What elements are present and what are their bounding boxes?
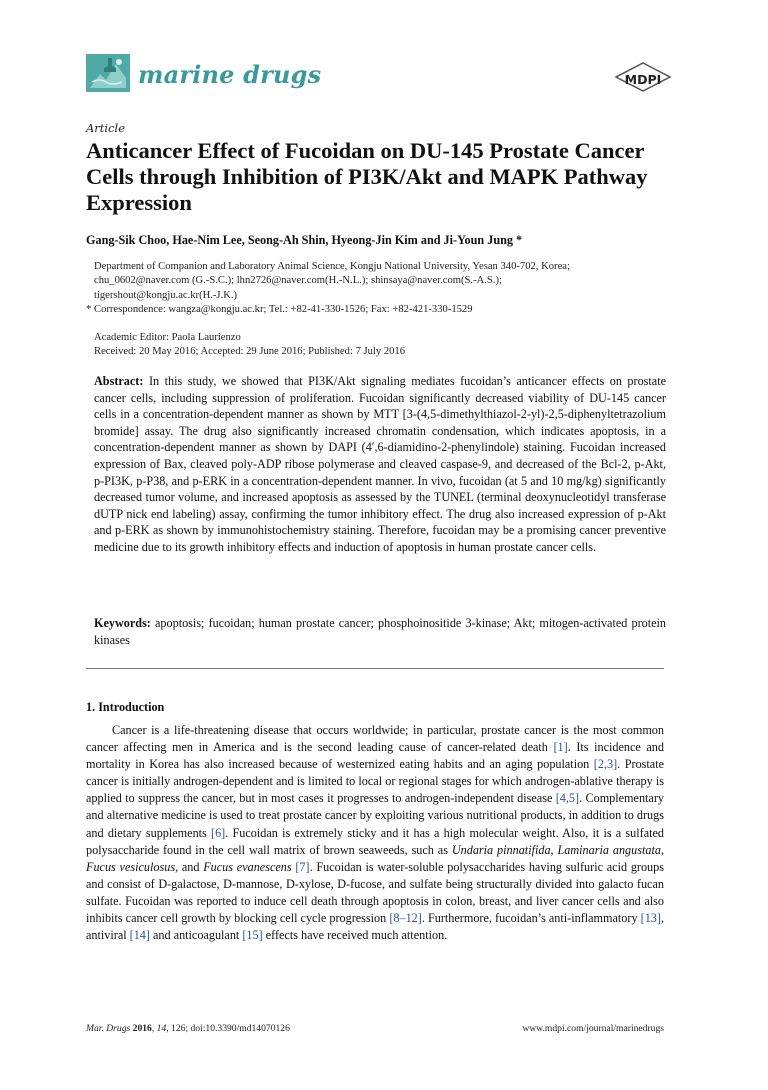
intro-text: , and — [175, 859, 204, 874]
d-prefix: D — [223, 876, 232, 891]
keywords — [94, 615, 666, 648]
section-divider — [86, 668, 664, 669]
article-title: Anticancer Effect of Fucoidan on DU-145 Prostate Cancer Cells through Inhibition of PI3K/Akt and MAPK Pathway Expression — [86, 138, 648, 215]
intro-text: . Its incidence and mortality in Korea has also increased because of westernized eating habits and an aging population — [86, 740, 664, 772]
footer-journal: Mar. Drugs — [86, 1023, 131, 1034]
journal-header — [86, 52, 676, 102]
citation-link[interactable]: [4,5] — [555, 791, 580, 806]
article-type: Article — [86, 121, 126, 135]
publication-dates: Received: 20 May 2016; Accepted: 29 June 2016; Published: 7 July 2016 — [94, 346, 406, 358]
affiliation-emails-cont: tigershout@kongju.ac.kr(H.-J.K.) — [94, 289, 238, 301]
intro-text: effects have received much attention. — [262, 928, 448, 943]
footer-doi: , 126; doi:10.3390/md14070126 — [166, 1023, 290, 1034]
intro-text: -galactose, — [167, 876, 224, 891]
intro-text: -xylose, — [294, 876, 338, 891]
footer-citation: Mar. Drugs 2016, 14, 126; doi:10.3390/md14070126 — [86, 1023, 290, 1034]
citation-link[interactable]: [2,3] — [593, 757, 618, 772]
keywords-label: Keywords: — [94, 616, 151, 630]
abstract — [94, 373, 666, 556]
publication-info — [94, 331, 674, 360]
section-heading-introduction: 1. Introduction — [86, 700, 165, 714]
intro-text: . Fucoidan is extremely sticky and it has a high molecular weight. Also, it is a sulfated polysaccharide found in the cell wall matrix of brown seaweeds, such as — [86, 825, 664, 857]
citation-link[interactable]: [15] — [242, 928, 263, 943]
affiliation-emails: chu_0602@naver.com (G.-S.C.); lhn2726@naver.com(H.-N.L.); shinsaya@naver.com(S.-A.S.); — [94, 275, 502, 287]
citation-link[interactable]: [8–12] — [389, 911, 422, 926]
intro-text: , — [550, 842, 558, 857]
d-prefix: D — [337, 876, 347, 891]
abstract-text: In this study, we showed that PI3K/Akt signaling mediates fucoidan’s anticancer effects on prostate cancer cells, including suppression of proliferation. Fucoidan significantly decreased viability of DU-145 cancer cells in a concentration-dependent manner as shown by MTT [3-(4,5-dimethylthiazol-2-yl)-2,5-diphenyltetrazolium bromide] assay. The drug also significantly increased chromatin condensation, which indicates apoptosis, in a concentration-dependent manner as shown by DAPI (4′,6-diamidino-2-phenylindole) staining. Fucoidan increased expression of Bax, cleaved poly-ADP ribose polymerase and cleaved caspase-9, and decreased of the Bcl-2, p-Akt, p-PI3K, p-P38, and p-ERK in a concentration-dependent manner. In vivo, fucoidan (at 5 and 10 mg/kg) significantly decreased tumor volume, and increased apoptosis as assessed by the TUNEL (terminal deoxynucleotidyl transferase dUTP nick end labeling) assay, confirming the tumor inhibitory effect. The drug also increased expression of p-Akt and p-ERK as shown by immunohistochemistry staining. Therefore, fucoidan may be a promising cancer preventive medicine due to its growth inhibitory effects and induction of apoptosis in human prostate cancer cells. — [94, 374, 666, 554]
academic-editor: Academic Editor: Paola Laurienzo — [94, 332, 241, 343]
species-name: Fucus vesiculosus — [86, 859, 176, 874]
citation-link[interactable]: [13] — [640, 911, 661, 926]
citation-link[interactable]: [6] — [211, 825, 226, 840]
introduction-paragraph — [86, 722, 664, 944]
author-list: Gang-Sik Choo, Hae-Nim Lee, Seong-Ah Shin, Hyeong-Jin Kim and Ji-Youn Jung * — [86, 233, 523, 247]
footer-year: 2016 — [132, 1023, 152, 1034]
intro-text: . Prostate cancer is initially androgen-dependent and is limited to local or regional stages for which androgen-ablative therapy is applied to suppress the cancer, but in most cases it progresses to androgen-independent disease — [86, 757, 664, 806]
intro-text: and anticoagulant — [149, 928, 243, 943]
d-prefix: D — [158, 876, 168, 891]
intro-text: . Furthermore, fucoidan’s anti-inflammatory — [421, 911, 641, 926]
intro-text: , antiviral — [86, 911, 665, 943]
intro-text: . Fucoidan is water-soluble polysaccharides having sulfuric acid groups and consist of — [86, 859, 664, 891]
d-prefix: D — [285, 876, 295, 891]
species-name: Undaria pinnatifida — [451, 842, 551, 857]
citation-link[interactable]: [7] — [295, 859, 310, 874]
intro-text: . Complementary and alternative medicine is used to treat prostate cancer by exploiting various nutritional products, in addition to drugs and dietary supplements — [86, 791, 664, 840]
intro-text: Cancer is a life-threatening disease that occurs worldwide; in particular, prostate cancer is the most common cancer affecting men in America and is the second leading cause of cancer-related death — [86, 723, 664, 755]
intro-text: -mannose, — [231, 876, 286, 891]
correspondence — [86, 303, 671, 317]
affiliation-block — [86, 260, 671, 318]
species-name: Fucus evanescens — [203, 859, 292, 874]
citation-link[interactable]: [14] — [129, 928, 150, 943]
keywords-text: apoptosis; fucoidan; human prostate cancer; phosphoinositide 3-kinase; Akt; mitogen-activated protein kinases — [94, 616, 667, 647]
journal-logo-icon — [86, 52, 132, 94]
footer-volume: 14 — [156, 1023, 167, 1034]
citation-link[interactable]: [1] — [553, 740, 568, 755]
intro-text: -fucose, and sulfate being structurally divided into galacto fucan sulfate. Fucoidan was reported to induce cell death through apoptosis in colon, breast, and liver cancer cells and also inhibits cancer cell growth by blocking cell cycle progression — [86, 876, 664, 926]
species-name: Laminaria angustata — [557, 842, 661, 857]
affiliation-line: Department of Companion and Laboratory Animal Science, Kongju National University, Yesan 340-702, Korea; — [94, 261, 570, 272]
publisher-name: MDPI — [624, 72, 662, 87]
correspondence-star: * — [86, 304, 92, 316]
intro-text: , — [660, 842, 664, 857]
correspondence-text: Correspondence: wangza@kongju.ac.kr; Tel.: +82-41-330-1526; Fax: +82-421-330-1529 — [94, 304, 473, 316]
footer-url[interactable]: www.mdpi.com/journal/marinedrugs — [522, 1023, 664, 1034]
abstract-label: Abstract: — [94, 374, 144, 388]
journal-name: marine drugs — [138, 60, 322, 89]
